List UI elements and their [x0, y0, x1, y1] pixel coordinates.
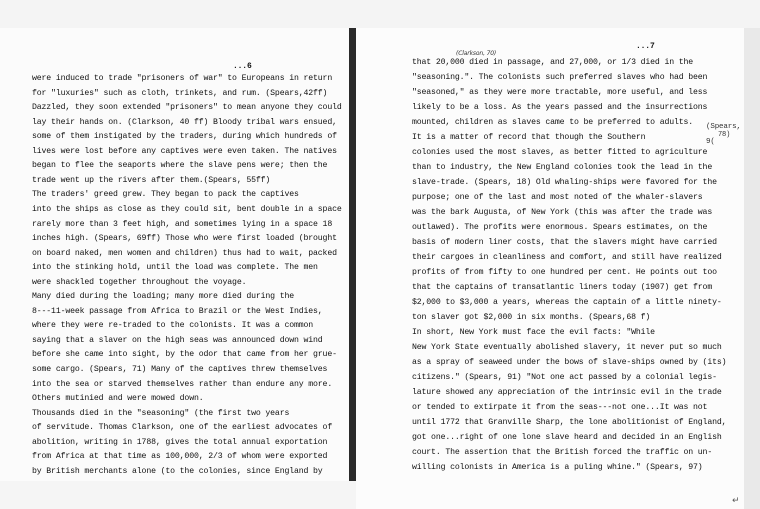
text-line: inches high. (Spears, 69ff) Those who were first loaded (brought	[32, 234, 337, 244]
text-line: profits of from fifty to one hundred per cent. He points out too	[412, 268, 717, 277]
text-line: trade went up the rivers after them.(Spears, 55ff)	[32, 175, 271, 185]
text-line: colonies used the most slaves, as better fitted to agriculture	[412, 148, 708, 157]
scan-right-edge	[744, 28, 760, 509]
text-line: or tended to extirpate it from the seas---not one...It was not	[412, 403, 708, 412]
text-line: basis of modern liner costs, that the slavers might have carried	[412, 238, 717, 247]
text-line: mounted, children as slaves came to be preferred to adults.	[412, 118, 694, 127]
text-line: their cargoes in cleanliness and comfort, and still have realized	[412, 253, 722, 262]
text-line: ton slaver got $2,000 in six months. (Spears,68 f)	[412, 313, 651, 322]
text-line: for "luxuries" such as cloth, trinkets, and rum. (Spears,42ff)	[32, 88, 328, 98]
text-line: saying that a slaver on the high seas was announced down wind	[32, 335, 323, 345]
text-line: lature showed any appreciation of the intrinsic evil in the trade	[412, 388, 722, 397]
text-line: before she came into sight, by the odor that came from her grue-	[32, 350, 337, 360]
text-line: Thousands died in the "seasoning" (the first two years	[32, 408, 290, 418]
text-line: lay their hands on. (Clarkson, 40 ff) Bloody tribal wars ensued,	[32, 117, 337, 127]
text-line: were induced to trade "prisoners of war" to Europeans in return	[32, 74, 333, 83]
side-note: (Spears, 9(	[706, 123, 741, 146]
side-note-2: 78)	[718, 131, 731, 139]
scan-top-margin	[0, 0, 760, 28]
text-line: It is a matter of record that though the Southern	[412, 133, 646, 142]
text-line: $2,000 to $3,000 a years, whereas the captain of a little ninety-	[412, 298, 722, 307]
text-line: that 20,000 died in passage, and 27,000, or 1/3 died in the	[412, 58, 694, 67]
text-line: Others mutinied and were mowed down.	[32, 394, 204, 404]
text-line: outlawed). The profits were enormous. Spears estimates, on the	[412, 223, 708, 232]
text-line: citizens." (Spears, 91) "Not one act passed by a colonial legis-	[412, 373, 717, 382]
text-line: 8---11-week passage from Africa to Brazil or the West Indies,	[32, 306, 323, 316]
text-line: into the stinking hold, until the load was complete. The men	[32, 263, 318, 273]
text-line: from Africa at that time as 100,000, 2/3 of whom were exported	[32, 452, 328, 462]
text-line: than to industry, the New England colonies took the lead in the	[412, 163, 713, 172]
text-line: purpose; one of the last and most noted of the whaler-slavers	[412, 193, 703, 202]
text-line: of servitude. Thomas Clarkson, one of the earliest advocates of	[32, 423, 333, 433]
text-line: Dazzled, they soon extended "prisoners" to mean anyone they could	[32, 103, 342, 113]
text-line: were shackled together throughout the voyage.	[32, 277, 247, 287]
text-line: as a spray of seaweed under the bows of slave-ships owned by (its)	[412, 358, 727, 367]
text-line: into the ships as close as they could sit, bent double in a space	[32, 204, 342, 214]
text-line: New York State eventually abolished slavery, it never put so much	[412, 343, 722, 352]
right-page	[356, 28, 744, 509]
text-line: likely to be a loss. As the years passed and the insurrections	[412, 103, 708, 112]
text-line: lives were lost before any captives were even taken. The natives	[32, 146, 337, 156]
text-line: where they were re-traded to the colonists. It was a common	[32, 321, 314, 331]
text-line: that the captains of transatlantic liners today (1907) get from	[412, 283, 713, 292]
right-page-number: ...7	[636, 42, 655, 51]
text-line: got one...right of one lone slave heard and decided in an English	[412, 433, 722, 442]
text-line: by British merchants alone (to the colonies, since England by	[32, 466, 323, 476]
text-line: "seasoned," as they were more tractable, more useful, and less	[412, 88, 708, 97]
text-line: until 1772 that Granville Sharp, the lone abolitionist of England,	[412, 418, 727, 427]
text-line: willing colonists in America is a puling whine." (Spears, 97)	[412, 463, 703, 472]
text-line: into the sea or starved themselves rather than endure any more.	[32, 379, 333, 389]
text-line: was the bark Augusta, of New York (this was after the trade was	[412, 208, 713, 217]
text-line: some of them instigated by the traders, during which hundreds of	[32, 132, 337, 142]
text-line: court. The assertion that the British forced the traffic on un-	[412, 448, 713, 457]
text-line: some cargo. (Spears, 71) Many of the captives threw themselves	[32, 365, 328, 374]
text-line: slave-trade. (Spears, 18) Old whaling-ships were favored for the	[412, 178, 717, 187]
handwritten-margin-note: (Clarkson, 70)	[456, 50, 497, 57]
scan-bottom-margin	[0, 481, 356, 509]
text-line: began to flee the seaports where the slave pens were; then the	[32, 161, 328, 171]
left-page	[0, 28, 350, 481]
text-line: In short, New York must face the evil facts: "While	[412, 328, 655, 337]
text-line: Many died during the loading; many more died during the	[32, 292, 294, 302]
text-line: "seasoning.". The colonists such preferred slaves who had been	[412, 73, 708, 82]
left-page-number: ...6	[233, 62, 252, 71]
text-line: rarely more than 3 feet high, and sometimes lying in a space 18	[32, 219, 333, 229]
text-line: The traders' greed grew. They began to pack the captives	[32, 190, 299, 200]
text-line: on board naked, men women and children) thus had to wait, packed	[32, 248, 337, 258]
return-arrow-icon: ↵	[732, 496, 740, 506]
text-line: abolition, writing in 1788, gives the total annual exportation	[32, 437, 328, 447]
